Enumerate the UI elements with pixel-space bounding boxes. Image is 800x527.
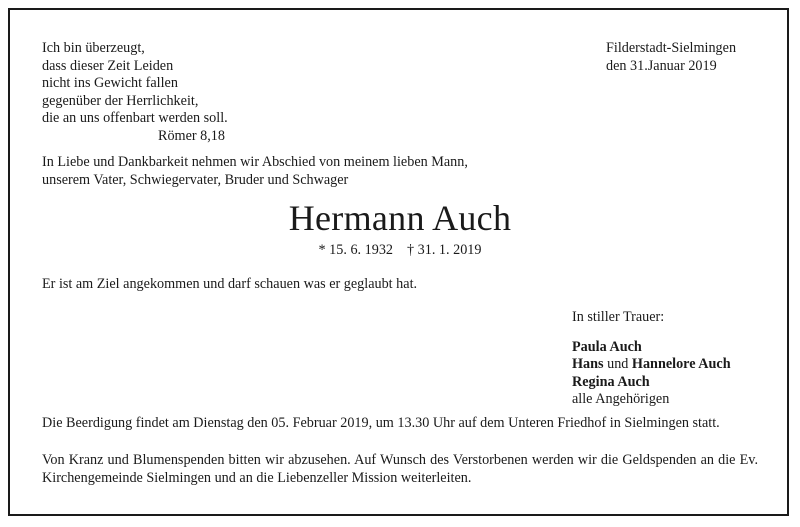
funeral-info: Die Beerdigung findet am Dienstag den 05. Februar 2019, um 13.30 Uhr auf dem Unteren Friedhof in Sielmingen statt. <box>42 415 720 431</box>
quote-line: nicht ins Gewicht fallen <box>42 75 178 91</box>
intro-line: In Liebe und Dankbarkeit nehmen wir Abschied von meinem lieben Mann, <box>42 154 468 170</box>
conjunction: und <box>603 356 632 372</box>
mourners-block <box>572 309 731 409</box>
intro-text <box>42 154 468 189</box>
quote-source: Römer 8,18 <box>158 127 225 144</box>
motto: Er ist am Ziel angekommen und darf schauen was er geglaubt hat. <box>42 276 418 292</box>
mourner-name: Regina Auch <box>572 373 650 390</box>
mourner-name: Paula Auch <box>572 338 642 355</box>
place: Filderstadt-Sielmingen <box>606 40 737 56</box>
quote-line: dass dieser Zeit Leiden <box>42 57 174 74</box>
quote-line: die an uns offenbart werden soll. <box>42 110 228 126</box>
place-date <box>606 40 736 75</box>
life-dates <box>0 242 800 260</box>
mourner-name: Hannelore Auch <box>631 356 731 372</box>
mourners-heading: In stiller Trauer: <box>572 309 665 325</box>
death-date: † 31. 1. 2019 <box>407 242 482 258</box>
mourner-name: Hans <box>572 356 604 372</box>
mourner-relatives: alle Angehörigen <box>572 391 670 407</box>
birth-date: * 15. 6. 1932 <box>318 242 393 258</box>
intro-line: unserem Vater, Schwiegervater, Bruder und Schwager <box>42 171 349 188</box>
date: den 31.Januar 2019 <box>606 57 717 74</box>
quote-line: gegenüber der Herrlichkeit, <box>42 92 199 109</box>
donation-info: Von Kranz und Blumenspenden bitten wir abzusehen. Auf Wunsch des Verstorbenen werden wir die Geldspenden an die Ev. Kirchengemeinde Sielmingen und an die Liebenzeller Mission weiterleiten. <box>42 452 758 486</box>
quote-line: Ich bin überzeugt, <box>42 40 145 56</box>
bible-quote <box>42 40 228 145</box>
deceased-name: Hermann Auch <box>288 198 512 238</box>
